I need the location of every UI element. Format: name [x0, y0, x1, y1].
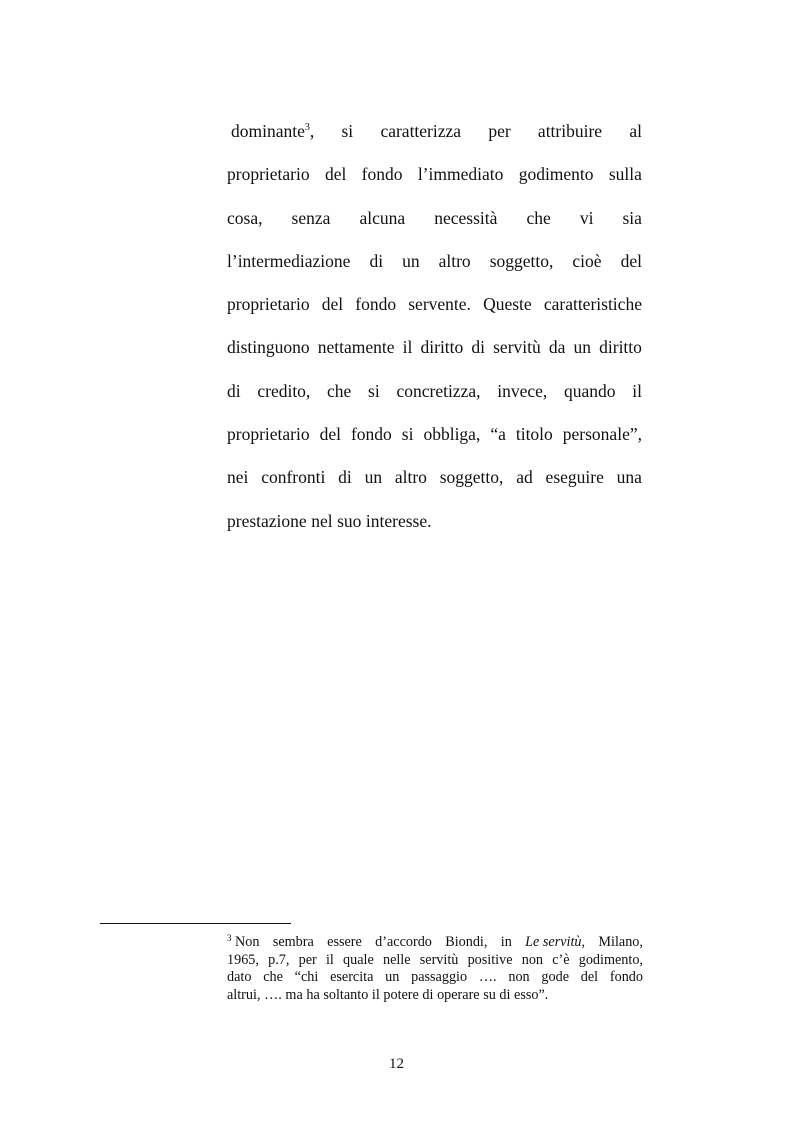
word: di [227, 380, 241, 401]
word: godimento, [578, 951, 643, 968]
word: servitù [493, 337, 541, 358]
word: soltanto [323, 986, 369, 1003]
word: gode [541, 969, 569, 986]
word: soggetto, [489, 250, 554, 271]
word: positive [467, 951, 513, 968]
word: fondo [609, 969, 643, 986]
text-line [227, 200, 642, 243]
word: del [620, 250, 642, 271]
word: fondo [350, 424, 392, 445]
word: su [483, 986, 496, 1003]
word: diritto [599, 337, 642, 358]
word: attribuire [537, 121, 603, 141]
word: del [324, 164, 347, 185]
word: di [422, 986, 434, 1003]
page-number: 12 [389, 1056, 404, 1072]
footnote-line [227, 969, 643, 987]
word: altro [438, 250, 471, 271]
word: Milano, [598, 934, 643, 950]
word: servitù [419, 951, 459, 968]
word: concretizza, [396, 380, 481, 401]
word: godimento [518, 164, 594, 185]
word: si [341, 121, 354, 141]
footnote-separator [100, 923, 291, 924]
word: caratteristiche [543, 294, 642, 315]
word: diritto [420, 337, 464, 358]
word: $^3$ Non [227, 933, 260, 950]
word: per [488, 121, 511, 141]
word: da [548, 337, 566, 358]
word: che [327, 380, 352, 401]
text-line [227, 416, 642, 459]
word: p.7, [268, 951, 290, 968]
cited-title: Le servitù, [525, 934, 586, 950]
word: nettamente [317, 337, 395, 358]
word: c’è [552, 951, 570, 968]
text-line [227, 373, 642, 416]
word: caratterizza [380, 121, 462, 141]
word: per [298, 951, 317, 968]
word: proprietario [227, 164, 310, 185]
word: dato [227, 969, 252, 986]
word: sembra [272, 934, 314, 950]
word: di [369, 250, 384, 271]
word: un [573, 337, 592, 358]
word: passaggio [411, 969, 468, 986]
footnote-marker: 3 [227, 933, 232, 943]
text-line [227, 459, 642, 502]
word: sia [622, 207, 642, 228]
text-line [227, 329, 642, 372]
word: altrui, [227, 986, 261, 1003]
word: alcuna [359, 207, 406, 228]
text-line [227, 286, 642, 329]
word: una [616, 467, 642, 488]
body-paragraph [227, 113, 642, 546]
word: del [319, 424, 341, 445]
word: cioè [572, 250, 602, 271]
word: …. [478, 969, 497, 986]
word: quale [343, 951, 374, 968]
word: ad [516, 467, 533, 488]
word: fondo [355, 294, 397, 315]
word: “chi [294, 969, 319, 986]
word: sulla [608, 164, 642, 185]
word: il [371, 986, 380, 1003]
word: interesse. [365, 510, 432, 531]
word: non [508, 969, 530, 986]
word: si [401, 424, 414, 445]
word: l’immediato [417, 164, 504, 185]
word: di [338, 467, 352, 488]
word: di [471, 337, 486, 358]
text-line [227, 243, 642, 286]
word: quando [563, 380, 616, 401]
word: vi [579, 207, 594, 228]
word: prestazione [227, 510, 307, 531]
footnote-line [227, 952, 643, 970]
word: in [500, 934, 512, 950]
word: d’accordo [375, 934, 432, 950]
word: “a [490, 424, 506, 445]
text-line [227, 156, 642, 199]
word: Queste [483, 294, 532, 315]
word: non [521, 951, 543, 968]
footnote-line [227, 987, 643, 1005]
text-line [227, 503, 642, 546]
word: del [321, 294, 344, 315]
word: ha [306, 986, 320, 1003]
word: il [325, 951, 334, 968]
text-line-start: dominante$^3$, [231, 121, 315, 141]
word: che [526, 207, 551, 228]
footnote [227, 934, 643, 1004]
word: nel [311, 510, 333, 531]
word: proprietario [227, 294, 310, 315]
word: che [263, 969, 283, 986]
footnote-reference[interactable]: 3 [304, 122, 310, 133]
word: confronti [261, 467, 326, 488]
text-line [227, 113, 642, 156]
word: nelle [382, 951, 411, 968]
word: l’intermediazione [227, 250, 351, 271]
word: il [402, 337, 413, 358]
word: Biondi, [445, 934, 488, 950]
word: eseguire [545, 467, 604, 488]
footnote-line [227, 934, 643, 952]
word: esercita [330, 969, 374, 986]
word: proprietario [227, 424, 310, 445]
word: titolo [515, 424, 553, 445]
word: un [402, 250, 420, 271]
word: il [632, 380, 642, 401]
word: fondo [361, 164, 403, 185]
word: al [629, 121, 642, 141]
word: personale”, [562, 424, 642, 445]
word: distinguono [227, 337, 310, 358]
word: un [364, 467, 383, 488]
word: credito, [257, 380, 311, 401]
word: nei [227, 467, 249, 488]
word: si [368, 380, 380, 401]
word: essere [327, 934, 362, 950]
word: suo [337, 510, 362, 531]
word: del [580, 969, 599, 986]
word: cosa, [227, 207, 263, 228]
word: esso”. [514, 986, 549, 1003]
word: servente. [408, 294, 471, 315]
word: potere [383, 986, 419, 1003]
word: obbliga, [423, 424, 481, 445]
word: …. [264, 986, 282, 1003]
word: necessità [434, 207, 498, 228]
word: un [385, 969, 400, 986]
word: operare [437, 986, 480, 1003]
word: senza [291, 207, 331, 228]
word: ma [285, 986, 303, 1003]
word: di [499, 986, 511, 1003]
word: altro [394, 467, 427, 488]
word: 1965, [227, 951, 259, 968]
word: soggetto, [439, 467, 504, 488]
word: invece, [497, 380, 548, 401]
